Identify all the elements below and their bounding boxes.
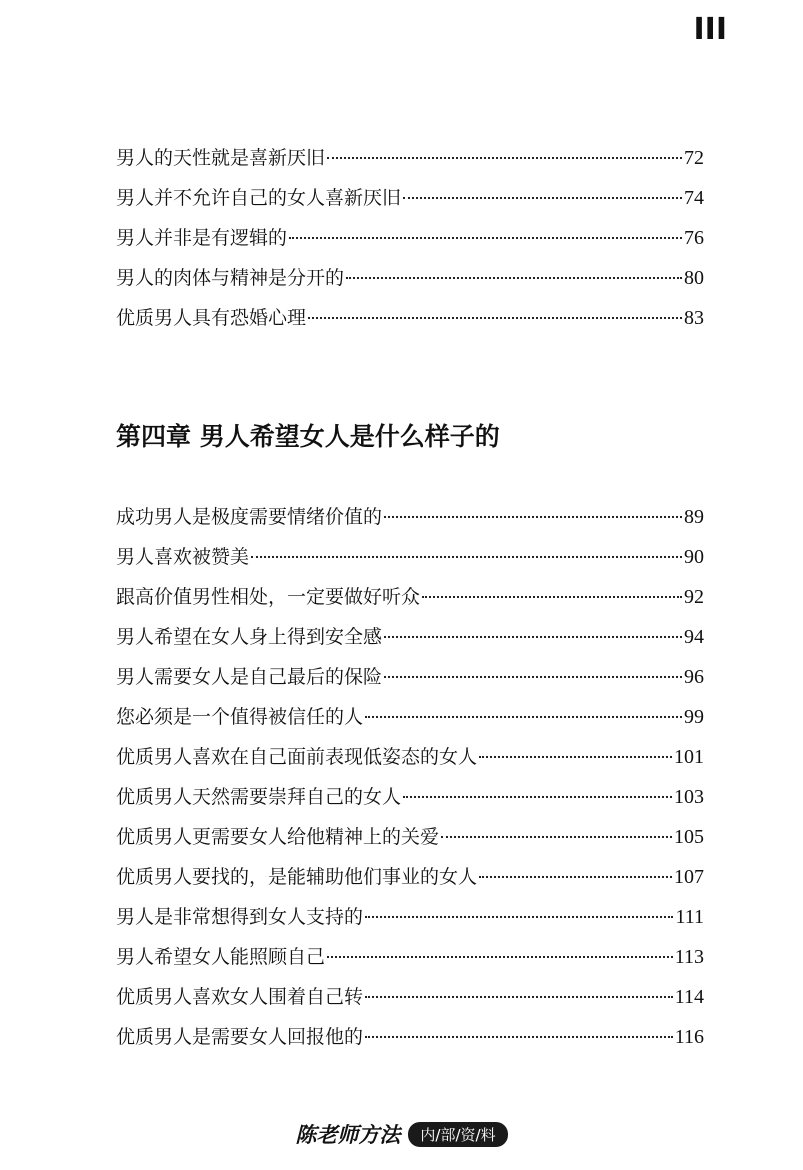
toc-leader-dots	[289, 237, 682, 239]
toc-section-one	[116, 138, 704, 338]
toc-leader-dots	[422, 596, 682, 598]
toc-entry-page: 83	[684, 307, 704, 329]
toc-leader-dots	[327, 956, 673, 958]
toc-entry	[116, 258, 704, 298]
toc-entry-page: 114	[674, 986, 704, 1008]
toc-entry	[116, 977, 704, 1017]
toc-entry	[116, 178, 704, 218]
toc-leader-dots	[251, 556, 682, 558]
toc-entry	[116, 777, 704, 817]
toc-leader-dots	[384, 516, 682, 518]
toc-entry-title: 男人并不允许自己的女人喜新厌旧	[116, 187, 402, 209]
toc-entry-title: 男人的肉体与精神是分开的	[116, 267, 345, 289]
toc-leader-dots	[346, 277, 682, 279]
toc-entry	[116, 218, 704, 258]
footer-tag: 内/部/资/料	[408, 1122, 507, 1147]
toc-entry-page: 99	[684, 706, 704, 728]
toc-leader-dots	[327, 157, 682, 159]
page-number: III	[693, 12, 727, 47]
toc-entry-title: 男人的天性就是喜新厌旧	[116, 147, 326, 169]
toc-entry-title: 优质男人更需要女人给他精神上的关爱	[116, 826, 440, 848]
toc-leader-dots	[365, 916, 673, 918]
toc-leader-dots	[365, 716, 682, 718]
toc-entry	[116, 537, 704, 577]
toc-entry-page: 107	[674, 866, 704, 888]
footer	[0, 1119, 803, 1149]
toc-leader-dots	[479, 756, 672, 758]
toc-entry-title: 优质男人天然需要崇拜自己的女人	[116, 786, 402, 808]
toc-entry	[116, 617, 704, 657]
toc-leader-dots	[365, 1036, 673, 1038]
toc-entry	[116, 937, 704, 977]
toc-entry-page: 90	[684, 546, 704, 568]
toc-entry-title: 男人是非常想得到女人支持的	[116, 906, 364, 928]
toc-leader-dots	[403, 197, 682, 199]
toc-entry	[116, 737, 704, 777]
toc-entry-page: 92	[684, 586, 704, 608]
toc-entry	[116, 697, 704, 737]
toc-leader-dots	[403, 796, 672, 798]
toc-entry-title: 男人希望在女人身上得到安全感	[116, 626, 383, 648]
toc-chapter-four	[116, 497, 704, 1057]
toc-entry-title: 优质男人要找的，是能辅助他们事业的女人	[116, 866, 478, 888]
chapter-heading: 第四章 男人希望女人是什么样子的	[116, 422, 500, 451]
toc-entry-page: 105	[674, 826, 704, 848]
toc-entry-page: 80	[684, 267, 704, 289]
toc-entry	[116, 497, 704, 537]
toc-leader-dots	[479, 876, 672, 878]
toc-entry-page: 76	[684, 227, 704, 249]
toc-entry-page: 94	[684, 626, 704, 648]
toc-entry-page: 111	[675, 906, 704, 928]
toc-entry	[116, 577, 704, 617]
toc-entry-title: 跟高价值男性相处，一定要做好听众	[116, 586, 421, 608]
toc-entry-page: 74	[684, 187, 704, 209]
toc-entry-page: 96	[684, 666, 704, 688]
toc-entry-page: 72	[684, 147, 704, 169]
toc-entry-title: 优质男人是需要女人回报他的	[116, 1026, 364, 1048]
toc-leader-dots	[365, 996, 673, 998]
toc-entry	[116, 298, 704, 338]
toc-entry-title: 优质男人具有恐婚心理	[116, 307, 307, 329]
toc-entry-page: 116	[674, 1026, 704, 1048]
toc-entry-title: 男人需要女人是自己最后的保险	[116, 666, 383, 688]
toc-entry	[116, 1017, 704, 1057]
toc-entry	[116, 138, 704, 178]
toc-entry-title: 您必须是一个值得被信任的人	[116, 706, 364, 728]
toc-entry-title: 男人希望女人能照顾自己	[116, 946, 326, 968]
toc-entry	[116, 657, 704, 697]
footer-brand: 陈老师方法	[295, 1122, 401, 1147]
toc-entry-page: 101	[674, 746, 704, 768]
toc-entry-title: 成功男人是极度需要情绪价值的	[116, 506, 383, 528]
toc-entry-page: 103	[674, 786, 704, 808]
toc-leader-dots	[384, 636, 682, 638]
toc-entry-page: 89	[684, 506, 704, 528]
toc-leader-dots	[308, 317, 682, 319]
toc-entry-title: 男人并非是有逻辑的	[116, 227, 288, 249]
toc-entry-title: 优质男人喜欢女人围着自己转	[116, 986, 364, 1008]
toc-entry	[116, 897, 704, 937]
toc-entry-title: 优质男人喜欢在自己面前表现低姿态的女人	[116, 746, 478, 768]
toc-leader-dots	[441, 836, 672, 838]
toc-entry	[116, 857, 704, 897]
toc-entry	[116, 817, 704, 857]
toc-entry-page: 113	[674, 946, 704, 968]
toc-entry-title: 男人喜欢被赞美	[116, 546, 250, 568]
toc-leader-dots	[384, 676, 682, 678]
